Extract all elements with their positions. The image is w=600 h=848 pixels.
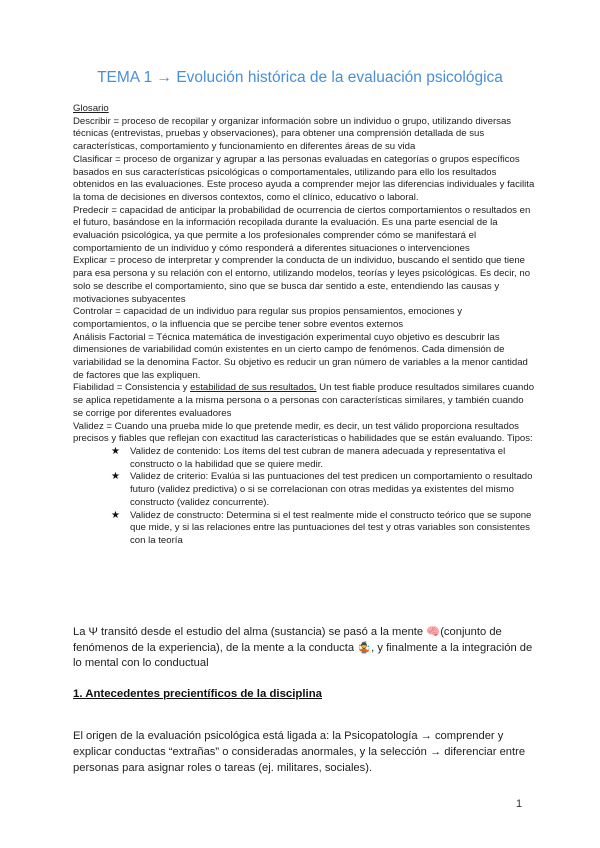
- def-fiabilidad-underlined: estabilidad de sus resultados.: [190, 382, 317, 394]
- def-explicar: Explicar = proceso de interpretar y comprender la conducta de un individuo, buscando el sentido que tiene para esa persona y su relación con el entorno, utilizando modelos, teorías y leyes psicológicas. Es decir, no solo se describe el comportamiento, sino que se busca dar sentido a este, entendiendo las causas y motivaciones subyacentes: [73, 255, 531, 305]
- star-bullet-icon: ★: [111, 471, 120, 483]
- validity-type-text: Validez de contenido: Los ítems del test cubran de manera adecuada y representativa el constructo o la habilidad que se quiere medir.: [130, 445, 506, 470]
- def-fiabilidad-b: Un test fiable produce resultados similares cuando se aplica repetidamente a la misma persona o a personas con características similares, y también cuando se corrige por diferentes evaluadores: [73, 382, 535, 419]
- list-item: [111, 471, 535, 509]
- origin-paragraph: El origen de la evaluación psicológica está ligada a: la Psicopatología → comprender y explicar conductas “extrañas” o consideradas anormales, y la selección → diferenciar entre personas para asignar roles o tareas (ej. militares, sociales).: [73, 730, 526, 774]
- list-item: [111, 446, 535, 471]
- def-clasificar: Clasificar = proceso de organizar y agrupar a las personas evaluadas en categorías o grupos específicos basados en sus características psicológicas o comportamentales, utilizando para ello los resultados obtenidos en las evaluaciones. Este proceso ayuda a comprender mejor las diferencias individuales y facilita la toma de decisiones en diversos contextos, como el clínico, educativo o laboral.: [73, 153, 535, 203]
- def-validez: Validez = Cuando una prueba mide lo que pretende medir, es decir, un test válido proporciona resultados precisos y fiables que reflejan con exactitud las características o habilidades que se están evaluando. Tipos:: [73, 420, 533, 445]
- intro-text-c: , y finalmente a la integración de lo mental con lo conductual: [73, 641, 533, 670]
- glossary: [73, 103, 535, 548]
- page-number: 1: [516, 798, 523, 810]
- def-fiabilidad: [73, 382, 535, 420]
- star-bullet-icon: ★: [111, 445, 120, 457]
- def-predecir: Predecir = capacidad de anticipar la probabilidad de ocurrencia de ciertos comportamientos o resultados en el futuro, basándose en la información recopilada durante la evaluación. Es una parte esencial de la evaluación psicológica, ya que permite a los profesionales comprender cómo se manifestará el comportamiento de un individuo y cómo responderá a diferentes situaciones o intervenciones: [73, 204, 531, 254]
- def-fiabilidad-a: Fiabilidad = Consistencia y: [73, 382, 191, 394]
- section-heading: 1. Antecedentes precientíficos de la disciplina: [73, 688, 322, 700]
- juggler-icon: 🤹: [357, 641, 372, 654]
- glossary-heading: Glosario: [73, 103, 109, 114]
- star-bullet-icon: ★: [111, 509, 120, 521]
- intro-text-a: La Ψ transitó desde el estudio del alma (sustancia) se pasó a la mente: [73, 626, 427, 638]
- def-analisis-factorial: Análisis Factorial = Técnica matemática de investigación experimental cuyo objetivo es descubrir las dimensiones de variabilidad común existentes en un cierto campo de fenómenos. Cada dimensión de variabilidad se la denomina Factor. Su objetivo es reducir un gran número de variables a la menor cantidad de factores que las expliquen.: [73, 331, 528, 381]
- def-describir: Describir = proceso de recopilar y organizar información sobre un individuo o grupo, utilizando diversas técnicas (entrevistas, pruebas y observaciones), para obtener una comprensión detallada de sus características, comportamiento y funcionamiento en diferentes áreas de su vida: [73, 115, 512, 153]
- validity-type-text: Validez de constructo: Determina si el test realmente mide el constructo teórico que se supone que mide, y si las relaciones entre las puntuaciones del test y otras variables son consistentes con la teoría: [130, 509, 532, 546]
- list-item: [111, 510, 535, 548]
- brain-icon: 🧠: [426, 626, 441, 638]
- intro-paragraph: [73, 625, 535, 672]
- validity-types-list: [73, 446, 535, 548]
- validity-type-text: Validez de criterio: Evalúa si las puntuaciones del test predicen un comportamiento o resultado futuro (validez predictiva) o si se correlacionan con otras medidas ya existentes del mismo constructo (validez concurrente).: [130, 471, 533, 508]
- intro-text-b: (conjunto de fenómenos de la experiencia), de la mente a la conducta: [73, 626, 502, 654]
- def-controlar: Controlar = capacidad de un individuo para regular sus propios pensamientos, emociones y comportamientos, o la influencia que se percibe tener sobre eventos externos: [73, 306, 463, 330]
- page-title: TEMA 1 → Evolución histórica de la evaluación psicológica: [97, 69, 503, 86]
